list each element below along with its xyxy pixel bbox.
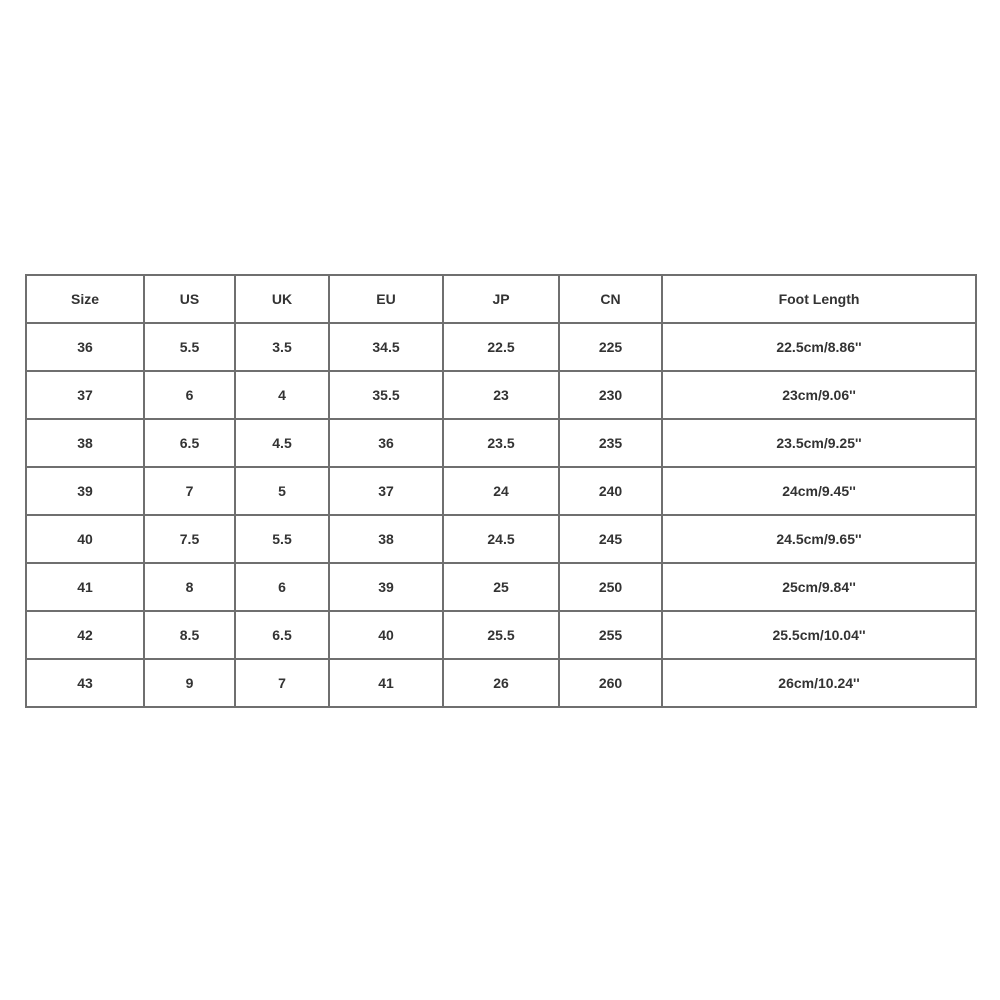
table-row [26, 659, 976, 707]
header-cell-eu: EU [329, 275, 443, 323]
table-cell: 40 [26, 515, 144, 563]
table-cell: 225 [559, 323, 662, 371]
table-cell: 34.5 [329, 323, 443, 371]
table-cell: 24cm/9.45'' [662, 467, 976, 515]
table-cell: 6 [235, 563, 329, 611]
table-cell: 23.5cm/9.25'' [662, 419, 976, 467]
table-cell: 22.5cm/8.86'' [662, 323, 976, 371]
table-cell: 5.5 [144, 323, 235, 371]
table-cell: 240 [559, 467, 662, 515]
header-cell-jp: JP [443, 275, 559, 323]
table-row [26, 419, 976, 467]
table-row [26, 371, 976, 419]
table-cell: 23 [443, 371, 559, 419]
table-cell: 23cm/9.06'' [662, 371, 976, 419]
table-cell: 24.5cm/9.65'' [662, 515, 976, 563]
table-cell: 24 [443, 467, 559, 515]
header-cell-uk: UK [235, 275, 329, 323]
table-row [26, 323, 976, 371]
table-cell: 3.5 [235, 323, 329, 371]
table-cell: 250 [559, 563, 662, 611]
table-cell: 43 [26, 659, 144, 707]
table-cell: 37 [26, 371, 144, 419]
table-row [26, 467, 976, 515]
table-cell: 8.5 [144, 611, 235, 659]
table-cell: 230 [559, 371, 662, 419]
table-cell: 42 [26, 611, 144, 659]
table-cell: 9 [144, 659, 235, 707]
table-cell: 235 [559, 419, 662, 467]
table-cell: 26cm/10.24'' [662, 659, 976, 707]
table-cell: 8 [144, 563, 235, 611]
table-row [26, 563, 976, 611]
table-cell: 5 [235, 467, 329, 515]
table-cell: 260 [559, 659, 662, 707]
table-cell: 37 [329, 467, 443, 515]
table-cell: 25cm/9.84'' [662, 563, 976, 611]
table-cell: 26 [443, 659, 559, 707]
table-cell: 41 [329, 659, 443, 707]
table-cell: 41 [26, 563, 144, 611]
table-cell: 38 [26, 419, 144, 467]
table-cell: 5.5 [235, 515, 329, 563]
table-cell: 6.5 [235, 611, 329, 659]
table-cell: 6 [144, 371, 235, 419]
table-cell: 22.5 [443, 323, 559, 371]
table-cell: 39 [329, 563, 443, 611]
table-cell: 40 [329, 611, 443, 659]
table-cell: 7.5 [144, 515, 235, 563]
table-cell: 7 [144, 467, 235, 515]
table-row [26, 611, 976, 659]
size-chart-table [25, 274, 977, 708]
header-cell-size: Size [26, 275, 144, 323]
table-cell: 24.5 [443, 515, 559, 563]
table-cell: 25.5cm/10.04'' [662, 611, 976, 659]
table-cell: 39 [26, 467, 144, 515]
table-cell: 245 [559, 515, 662, 563]
table-cell: 35.5 [329, 371, 443, 419]
table-cell: 23.5 [443, 419, 559, 467]
table-cell: 36 [329, 419, 443, 467]
header-cell-foot-length: Foot Length [662, 275, 976, 323]
table-cell: 25.5 [443, 611, 559, 659]
table-row [26, 515, 976, 563]
table-cell: 6.5 [144, 419, 235, 467]
header-cell-us: US [144, 275, 235, 323]
header-row [26, 275, 976, 323]
table-cell: 7 [235, 659, 329, 707]
table-cell: 4.5 [235, 419, 329, 467]
table-cell: 4 [235, 371, 329, 419]
table-cell: 38 [329, 515, 443, 563]
table-cell: 255 [559, 611, 662, 659]
header-cell-cn: CN [559, 275, 662, 323]
table-cell: 25 [443, 563, 559, 611]
table-cell: 36 [26, 323, 144, 371]
